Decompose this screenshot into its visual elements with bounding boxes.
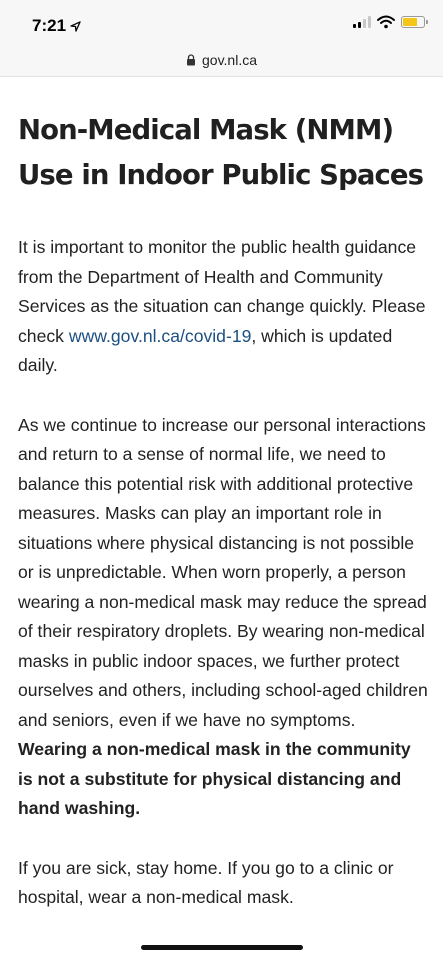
guidance-text: It is important to monitor the public health guidance from the Department of Health and Community Services as the situation can change quickly. Please check bbox=[18, 237, 426, 346]
covid-info-link[interactable]: www.gov.nl.ca/covid-19 bbox=[68, 325, 252, 346]
paragraph-guidance bbox=[18, 233, 428, 381]
status-bar bbox=[0, 0, 443, 44]
battery-fill bbox=[403, 18, 417, 26]
location-arrow-icon bbox=[70, 21, 81, 32]
url-text[interactable]: gov.nl.ca bbox=[202, 52, 257, 68]
home-indicator[interactable] bbox=[141, 945, 303, 950]
status-time bbox=[32, 16, 81, 36]
paragraph-masks bbox=[18, 411, 428, 824]
wifi-icon bbox=[377, 15, 395, 29]
lock-icon bbox=[186, 54, 196, 66]
cellular-signal-icon bbox=[353, 16, 371, 28]
status-indicators bbox=[353, 15, 425, 29]
time-text: 7:21 bbox=[32, 16, 67, 35]
guidance-text-end: , which is updated daily. bbox=[18, 325, 393, 375]
page-title: Non-Medical Mask (NMM) Use in Indoor Public Spaces bbox=[18, 114, 424, 191]
paragraph-sick: If you are sick, stay home. If you go to a clinic or hospital, wear a non-medical mask. bbox=[18, 857, 394, 907]
address-bar[interactable] bbox=[0, 44, 443, 77]
masks-bold-note: Wearing a non-medical mask in the community is not a substitute for physical distancing and hand washing. bbox=[18, 739, 411, 818]
masks-text: As we continue to increase our personal interactions and return to a sense of normal life, we need to balance this potential risk with additional protective measures. Masks can play an important role in situations where physical distancing is not possible or is unpredictable. When worn properly, a person wearing a non-medical mask may reduce the spread of their respiratory droplets. By wearing non-medical masks in public indoor spaces, we further protect ourselves and others, including school-aged children and seniors, even if we have no symptoms. bbox=[18, 414, 428, 730]
battery-icon bbox=[401, 16, 425, 28]
article-content bbox=[18, 108, 428, 943]
